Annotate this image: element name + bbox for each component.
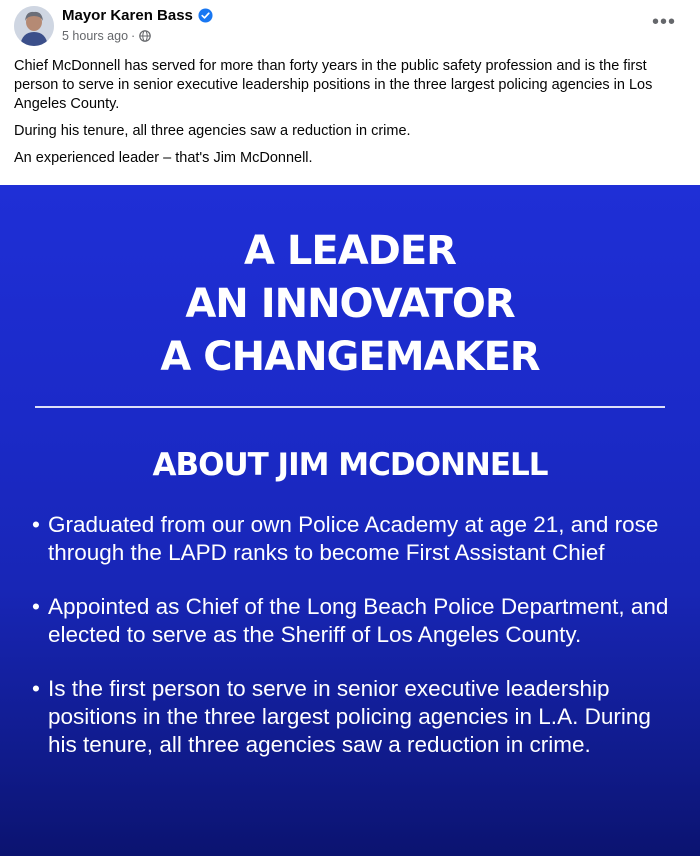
author-avatar[interactable]	[14, 6, 54, 46]
bullet-mark: •	[32, 676, 40, 701]
bullet-mark: •	[32, 512, 40, 537]
author-name[interactable]: Mayor Karen Bass	[62, 7, 193, 24]
bullet-mark: •	[32, 594, 40, 619]
globe-icon[interactable]	[139, 30, 151, 42]
bullet-text: Graduated from our own Police Academy at age 21, and rose through the LAPD ranks to become First Assistant Chief	[48, 512, 659, 565]
about-heading: ABOUT JIM MCDONNELL	[152, 447, 548, 483]
post-paragraph: An experienced leader – that's Jim McDonnell.	[14, 150, 313, 166]
post-header	[0, 0, 700, 52]
author-row	[62, 7, 213, 24]
bullet-list	[32, 511, 682, 785]
verified-badge-icon	[198, 8, 213, 23]
more-options-icon[interactable]: •••	[651, 10, 676, 33]
post-paragraph: During his tenure, all three agencies saw a reduction in crime.	[14, 123, 411, 139]
bullet-item	[32, 593, 682, 649]
avatar-photo	[14, 6, 54, 46]
bullet-item	[32, 675, 682, 759]
bullet-text: Is the first person to serve in senior executive leadership positions in the three largest policing agencies in L.A. During his tenure, all three agencies saw a reduction in crime.	[48, 676, 651, 757]
meta-separator: ·	[131, 29, 136, 43]
post-image[interactable]	[0, 185, 700, 856]
post-meta	[62, 29, 151, 43]
headline-line: A CHANGEMAKER	[160, 334, 540, 380]
post-timestamp[interactable]: 5 hours ago	[62, 29, 129, 43]
headline-line: A LEADER	[244, 228, 456, 274]
bullet-text: Appointed as Chief of the Long Beach Police Department, and elected to serve as the Sheriff of Los Angeles County.	[48, 594, 669, 647]
headline-line: AN INNOVATOR	[185, 281, 515, 327]
post-text	[14, 57, 689, 176]
bullet-item	[32, 511, 682, 567]
post-paragraph: Chief McDonnell has served for more than forty years in the public safety profession and is the first person to serve in senior executive leadership positions in the three largest policing agencies in Los Angeles County.	[14, 58, 653, 112]
divider	[35, 406, 665, 408]
